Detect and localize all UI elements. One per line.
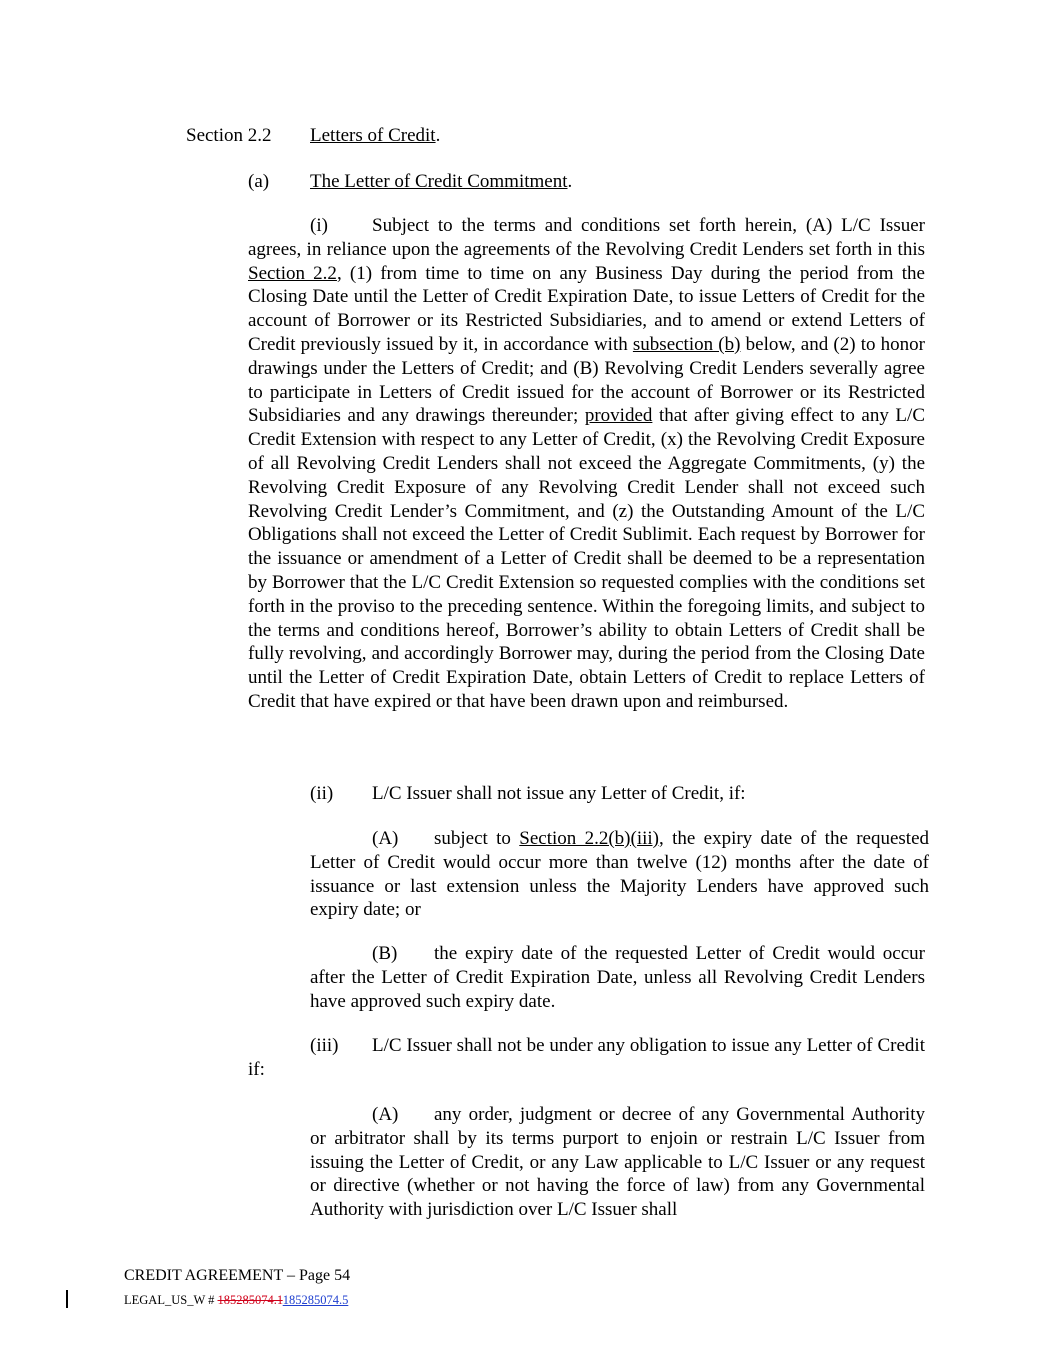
footer-id-deleted: 185285074.1: [217, 1293, 283, 1307]
section-2-2-b-iii-reference: Section 2.2(b)(iii): [519, 828, 660, 849]
paragraph-iii-text: L/C Issuer shall not be under any obligation to issue any Letter of Credit if:: [248, 1035, 925, 1080]
subsection-a-marker: (a): [248, 171, 270, 192]
paragraph-i-text-1: Subject to the terms and conditions set forth herein, (A) L/C Issuer agrees, in reliance upon the agreements of the Revolving Credit Lenders set forth in this: [248, 215, 925, 260]
paragraph-ii-text: L/C Issuer shall not issue any Letter of Credit, if:: [372, 783, 746, 804]
footer-page-label: CREDIT AGREEMENT – Page 54: [124, 1267, 351, 1284]
paragraph-ii-b-text: the expiry date of the requested Letter of Credit would occur after the Letter of Credit Expiration Date, unless all Revolving Credit Lenders have approved such expiry date.: [310, 943, 925, 1012]
section-heading: [186, 124, 440, 148]
paragraph-i: [248, 214, 925, 714]
provided-term: provided: [584, 405, 653, 427]
section-title-period: .: [435, 125, 441, 146]
paragraph-iii-marker: (iii): [310, 1035, 339, 1056]
paragraph-iii-a: [310, 1103, 925, 1222]
section-2-2-reference: Section 2.2: [248, 262, 337, 284]
paragraph-iii-a-text: any order, judgment or decree of any Governmental Authority or arbitrator shall by its terms purport to enjoin or restrain L/C Issuer from issuing the Letter of Credit, or any Law applicable to L/C Issuer or any request or directive (whether or not having the force of law) from any Governmental Authority with jurisdiction over L/C Issuer shall: [310, 1104, 925, 1221]
paragraph-ii-a: [310, 827, 929, 922]
paragraph-i-text-3: below, and (2) to honor drawings under the Letters of Credit; and (B) Revolving Credit Lenders severally agree to participate in Letters of Credit issued for the account of Borrower or its Restricted Subsidiaries and any drawings thereunder;: [248, 333, 925, 427]
paragraph-ii-marker: (ii): [310, 783, 334, 804]
subsection-b-reference: subsection (b): [632, 333, 741, 355]
paragraph-ii-b: [310, 942, 925, 1013]
paragraph-iii: [248, 1034, 925, 1082]
subsection-a-heading: [248, 170, 572, 194]
paragraph-ii: [310, 782, 925, 806]
section-title: Letters of Credit: [310, 125, 436, 146]
paragraph-i-marker: (i): [310, 215, 328, 236]
paragraph-ii-a-text-2: , the expiry date of the requested Letter of Credit would occur more than twelve (12) months after the date of issuance or last extension unless the Majority Lenders have approved such expiry date; or: [310, 828, 930, 921]
paragraph-ii-a-text-1: subject to: [434, 828, 520, 849]
subsection-a-title-period: .: [567, 171, 573, 192]
footer-id-prefix: LEGAL_US_W #: [124, 1293, 218, 1307]
subsection-a-title: The Letter of Credit Commitment: [310, 171, 568, 192]
paragraph-ii-a-marker: (A): [372, 828, 399, 849]
footer-id-inserted: 185285074.5: [282, 1293, 349, 1307]
paragraph-ii-b-marker: (B): [372, 943, 398, 964]
section-number: Section 2.2: [186, 125, 272, 146]
paragraph-i-text-2: , (1) from time to time on any Business Day during the period from the Closing Date until the Letter of Credit Expiration Date, to issue Letters of Credit for the account of Borrower or its Restricted Subsidiaries, and to amend or extend Letters of Credit previously issued by it, in accordance with: [248, 262, 925, 355]
paragraph-iii-a-marker: (A): [372, 1104, 399, 1125]
paragraph-i-text-4: that after giving effect to any L/C Credit Extension with respect to any Letter of Credit, (x) the Revolving Credit Exposure of all Revolving Credit Lenders shall not exceed the Aggregate Commitments, (y) the Revolving Credit Exposure of any Revolving Credit Lender shall not exceed such Revolving Credit Lender’s Commitment, and (z) the Outstanding Amount of the L/C Obligations shall not exceed the Letter of Credit Sublimit. Each request by Borrower for the issuance or amendment of a Letter of Credit shall be deemed to be a representation by Borrower that the L/C Credit Extension so requested complies with the conditions set forth in the proviso to the preceding sentence. Within the foregoing limits, and subject to the terms and conditions hereof, Borrower’s ability to obtain Letters of Credit shall be fully revolving, and accordingly Borrower may, during the period from the Closing Date until the Letter of Credit Expiration Date, obtain Letters of Credit to replace Letters of Credit that have expired or that have been drawn upon and reimbursed.: [248, 405, 925, 712]
footer-document-id: [124, 1292, 348, 1308]
revision-change-bar: [66, 1290, 68, 1308]
